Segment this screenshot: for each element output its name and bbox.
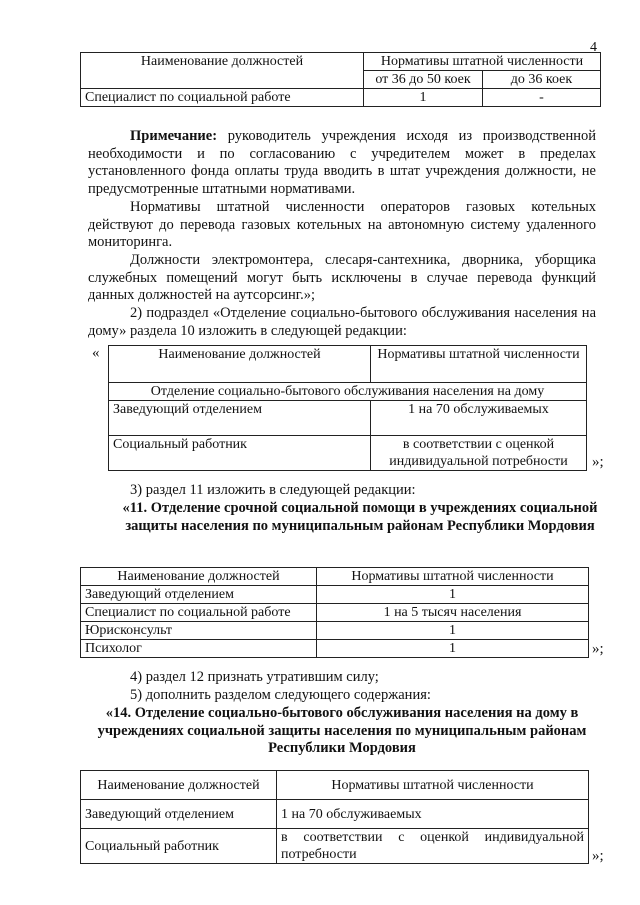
paragraph-item-4: 4) раздел 12 признать утратившим силу; <box>130 669 379 685</box>
table-row <box>81 586 589 604</box>
table-row <box>81 604 589 622</box>
table4-header-value: Нормативы штатной численности <box>277 771 589 800</box>
table-cell: - <box>483 89 601 107</box>
table-cell: Социальный работник <box>81 829 277 864</box>
close-quote: »; <box>592 848 604 864</box>
table-row <box>109 436 587 471</box>
close-quote: »; <box>592 641 604 657</box>
table-cell: 1 <box>317 640 589 658</box>
staffing-table-home-care-districts <box>80 770 589 864</box>
paragraph-outsourcing: Должности электромонтера, слесаря-сантехника, дворника, уборщика служебных помещений могут быть исключены в случае перевода функций данных должностей на аутсорсинг.»; <box>88 252 596 303</box>
table1-header-group: Нормативы штатной численности <box>364 53 601 71</box>
open-quote: « <box>92 345 100 361</box>
table-cell: Заведующий отделением <box>81 586 317 604</box>
table-cell: Юрисконсульт <box>81 622 317 640</box>
table-row <box>81 622 589 640</box>
staffing-table-home-care <box>108 345 587 471</box>
paragraph-item-5: 5) дополнить разделом следующего содержания: <box>130 687 431 703</box>
table-row <box>81 829 589 864</box>
table-cell: в соответствии с оценкой индивидуальной потребности <box>371 436 587 471</box>
table2-section-title: Отделение социально-бытового обслуживания населения на дому <box>109 383 587 401</box>
table-cell: 1 на 70 обслуживаемых <box>277 800 589 829</box>
table2-header-value: Нормативы штатной численности <box>371 346 587 383</box>
table-cell: Специалист по социальной работе <box>81 89 364 107</box>
table-cell: 1 <box>317 622 589 640</box>
table3-header-name: Наименование должностей <box>81 568 317 586</box>
table-row <box>109 401 587 436</box>
table-row <box>81 640 589 658</box>
table3-header-value: Нормативы штатной численности <box>317 568 589 586</box>
paragraph-item-3: 3) раздел 11 изложить в следующей редакции: <box>130 482 416 498</box>
table-cell: Социальный работник <box>109 436 371 471</box>
section-14-heading: «14. Отделение социально-бытового обслуживания населения на дому в учреждениях социальной защиты населения по муниципальным районам Республики Мордовия <box>97 705 587 756</box>
staffing-table-beds <box>80 52 601 107</box>
table2-header-name: Наименование должностей <box>109 346 371 383</box>
table1-header-sub2: до 36 коек <box>483 71 601 89</box>
table-cell: Специалист по социальной работе <box>81 604 317 622</box>
table-row <box>81 89 601 107</box>
staffing-table-urgent-help <box>80 567 589 658</box>
table-cell: в соответствии с оценкой индивидуальной потребности <box>277 829 589 864</box>
page-number: 4 <box>590 40 597 55</box>
close-quote: »; <box>592 454 604 470</box>
table4-header-name: Наименование должностей <box>81 771 277 800</box>
table-row <box>81 800 589 829</box>
paragraph-item-2: 2) подраздел «Отделение социально-бытового обслуживания населения на дому» раздела 10 изложить в следующей редакции: <box>88 305 596 339</box>
table-cell: Заведующий отделением <box>109 401 371 436</box>
table-cell: 1 <box>364 89 483 107</box>
table1-header-name: Наименование должностей <box>81 53 364 89</box>
table-cell: 1 <box>317 586 589 604</box>
table-cell: Психолог <box>81 640 317 658</box>
table-cell: Заведующий отделением <box>81 800 277 829</box>
section-11-heading: «11. Отделение срочной социальной помощи в учреждениях социальной защиты населения по муниципальным районам Республики Мордовия <box>122 500 598 534</box>
table-cell: 1 на 5 тысяч населения <box>317 604 589 622</box>
table1-header-sub1: от 36 до 50 коек <box>364 71 483 89</box>
paragraph-gas-boilers: Нормативы штатной численности операторов газовых котельных действуют до перевода газовых котельных на автономную систему удаленного мониторинга. <box>88 199 596 250</box>
note-text: руководитель учреждения исходя из производственной необходимости и по согласованию с учредителем может в пределах установленного фонда оплаты труда вводить в штат учреждения должности, не предусмотренные штатными нормативами. <box>88 128 596 197</box>
note-label: Примечание: <box>130 128 218 144</box>
table-cell: 1 на 70 обслуживаемых <box>371 401 587 436</box>
note-paragraph <box>88 128 596 198</box>
